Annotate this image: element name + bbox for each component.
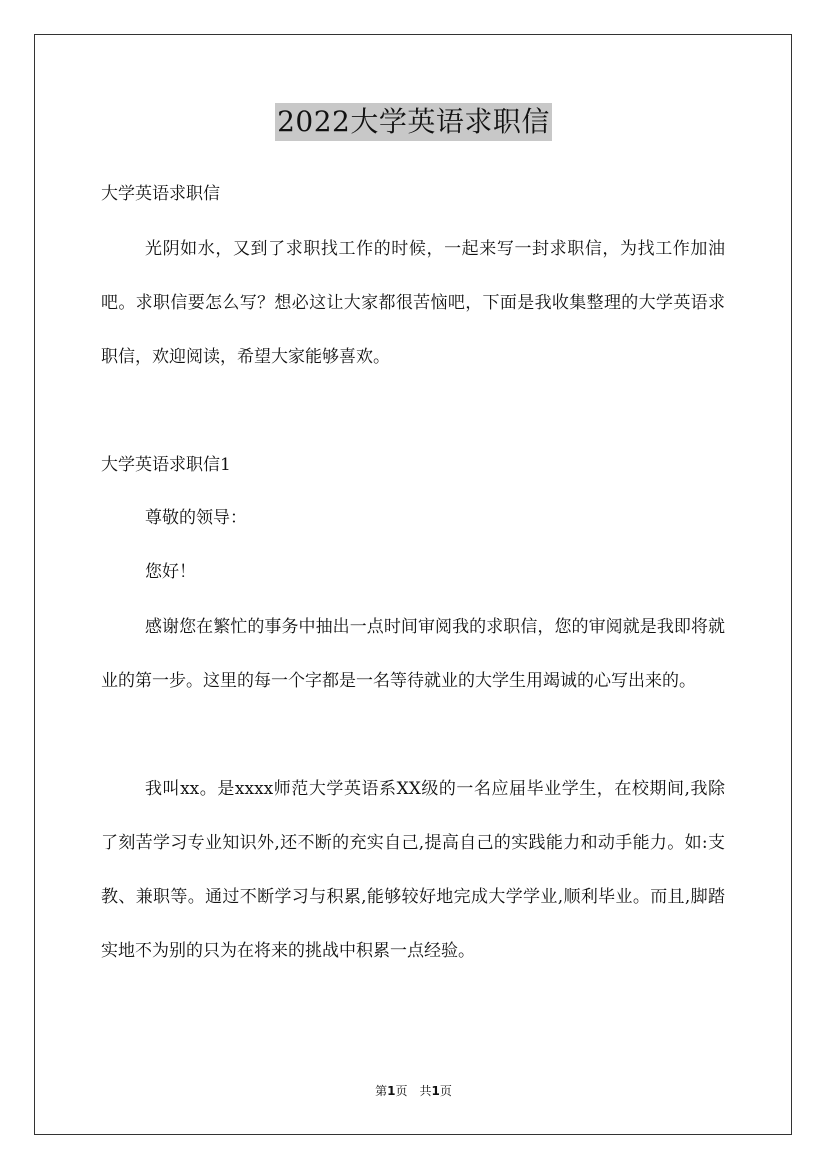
greeting: 您好！ [145,562,196,582]
intro-paragraph: 光阴如水，又到了求职找工作的时候，一起来写一封求职信，为找工作加油吧。求职信要怎么写？想必这让大家都很苦恼吧，下面是我收集整理的大学英语求职信，欢迎阅读，希望大家能够喜欢。 [101,239,725,367]
footer-suffix: 页 [439,1084,452,1098]
body-paragraph-2: 我叫xx。是xxxx师范大学英语系XX级的一名应届毕业学生，在校期间,我除了刻苦学习专业知识外,还不断的充实自己,提高自己的实践能力和动手能力。如:支教、兼职等。通过不断学习与积累,能够较好地完成大学学业,顺利毕业。而且,脚踏实地不为别的只为在将来的挑战中积累一点经验。 [101,779,725,961]
body-paragraph-1: 感谢您在繁忙的事务中抽出一点时间审阅我的求职信，您的审阅就是我即将就业的第一步。这里的每一个字都是一名等待就业的大学生用竭诚的心写出来的。 [101,617,725,691]
footer-mid: 页 共 [395,1084,432,1098]
salutation: 尊敬的领导： [145,508,247,528]
footer-page-number: 1 [387,1084,396,1098]
section-heading: 大学英语求职信1 [101,455,231,475]
document-title: 2022大学英语求职信 [275,103,552,141]
title-container [0,103,827,141]
page-footer [0,1082,827,1100]
document-subtitle: 大学英语求职信 [101,184,220,204]
footer-prefix: 第 [375,1084,388,1098]
footer-total-pages: 1 [431,1084,440,1098]
